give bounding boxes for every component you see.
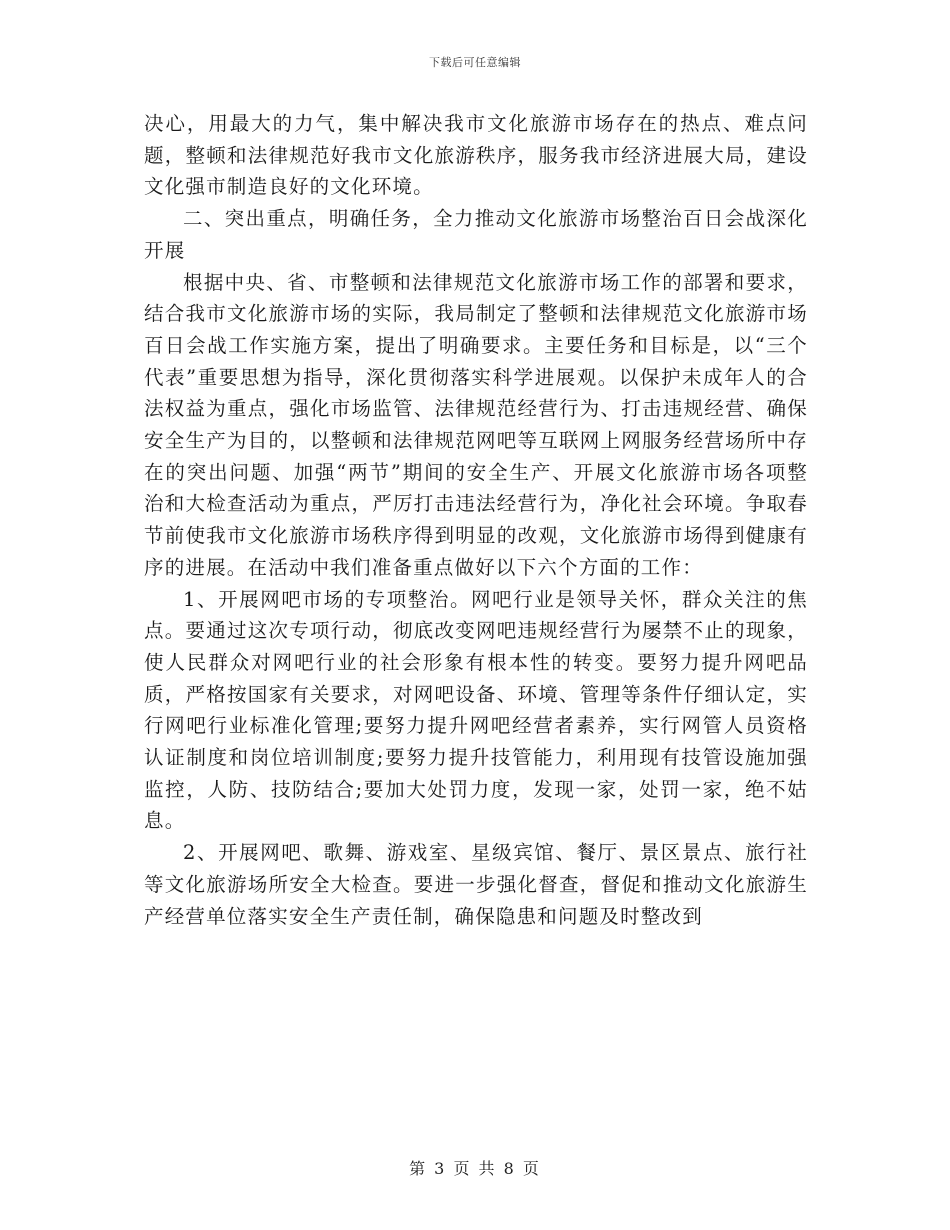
- paragraph-item-2: 2、开展网吧、歌舞、游戏室、星级宾馆、餐厅、景区景点、旅行社等文化旅游场所安全大检查。要进一步强化督查，督促和推动文化旅游生产经营单位落实安全生产责任制，确保隐患和问题及时整改到: [144, 841, 808, 928]
- page-number-footer: 第 3 页 共 8 页: [409, 1159, 541, 1178]
- page-header-note: 下载后可任意编辑: [429, 56, 521, 69]
- section-heading-2: 二、突出重点，明确任务，全力推动文化旅游市场整治百日会战深化开展: [144, 207, 808, 262]
- paragraph-3: 根据中央、省、市整顿和法律规范文化旅游市场工作的部署和要求，结合我市文化旅游市场的实际，我局制定了整顿和法律规范文化旅游市场百日会战工作实施方案，提出了明确要求。主要任务和目标是，以“三个代表”重要思想为指导，深化贯彻落实科学进展观。以保护未成年人的合法权益为重点，强化市场监管、法律规范经营行为、打击违规经营、确保安全生产为目的，以整顿和法律规范网吧等互联网上网服务经营场所中存在的突出问题、加强“两节”期间的安全生产、开展文化旅游市场各项整治和大检查活动为重点，严厉打击违法经营行为，净化社会环境。争取春节前使我市文化旅游市场秩序得到明显的改观，文化旅游市场得到健康有序的进展。在活动中我们准备重点做好以下六个方面的工作：: [144, 270, 808, 579]
- paragraph-item-1: 1、开展网吧市场的专项整治。网吧行业是领导关怀，群众关注的焦点。要通过这次专项行动，彻底改变网吧违规经营行为屡禁不止的现象，使人民群众对网吧行业的社会形象有根本性的转变。要努力提升网吧品质，严格按国家有关要求，对网吧设备、环境、管理等条件仔细认定，实行网吧行业标准化管理;要努力提升网吧经营者素养，实行网管人员资格认证制度和岗位培训制度;要努力提升技管能力，利用现有技管设施加强监控，人防、技防结合;要加大处罚力度，发现一家，处罚一家，绝不姑息。: [144, 587, 808, 833]
- document-body: [144, 108, 808, 932]
- paragraph-1: 决心，用最大的力气，集中解决我市文化旅游市场存在的热点、难点问题，整顿和法律规范好我市文化旅游秩序，服务我市经济进展大局，建设文化强市制造良好的文化环境。: [144, 112, 808, 199]
